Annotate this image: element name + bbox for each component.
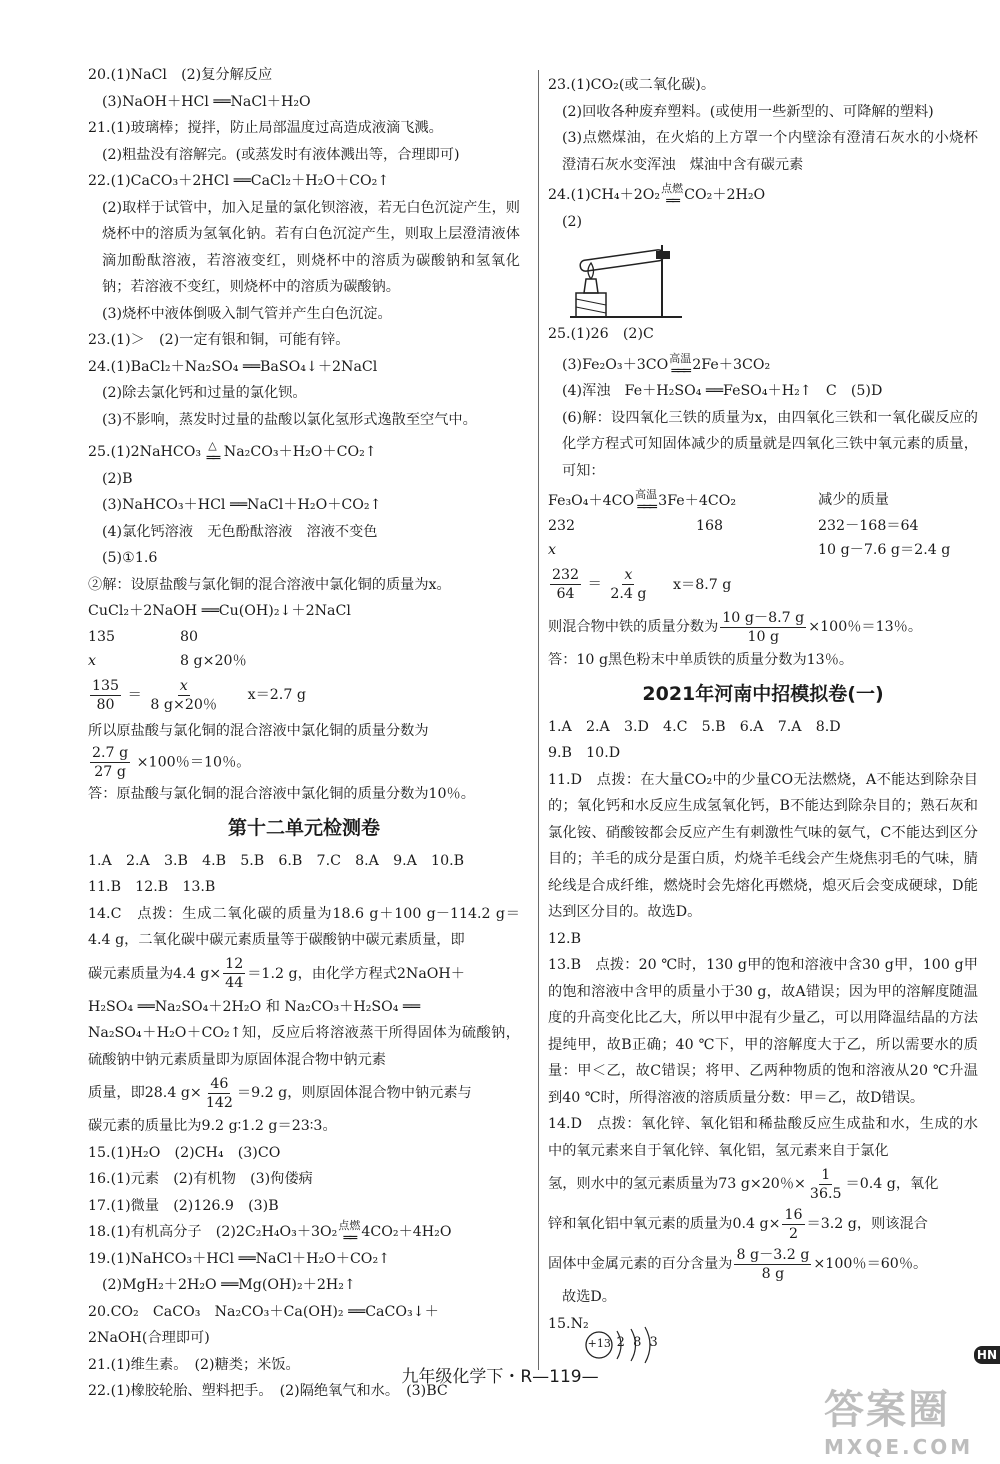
- r25-6: (6)解：设四氧化三铁的质量为x，由四氧化三铁和一氧化碳反应的化学方程式可知固体减少的质量就是四氧化三铁中氧元素的质量，可知：: [562, 409, 978, 479]
- r25-3: [548, 352, 978, 379]
- mass-232: 232: [548, 518, 576, 534]
- mock-q14-c: [548, 1204, 978, 1244]
- result-x: x＝2.7 g: [247, 687, 306, 703]
- mass-table-2: [548, 488, 978, 562]
- watermark: [824, 1378, 994, 1460]
- frac-den: 27 g: [94, 764, 126, 780]
- atom-shells: 2 8 3: [616, 1334, 660, 1350]
- mock-q12: 12.B: [548, 930, 581, 947]
- u20-b: 2NaOH(合理即可): [88, 1330, 210, 1346]
- fraction-27: [90, 744, 130, 781]
- frac-den: 64: [556, 586, 575, 602]
- q14-b2: ＝0.4 g，氧化: [845, 1176, 939, 1192]
- frac-num: x: [624, 567, 633, 583]
- unit12-choices-2: 11.B 12.B 13.B: [88, 879, 216, 895]
- u14-b2: ＝1.2 g，由化学方程式2NaOH＋: [247, 965, 465, 982]
- mass-80: 80: [180, 628, 199, 645]
- fe3o4-eq-left: [548, 488, 818, 514]
- mass-64: 232－168＝64: [818, 518, 919, 534]
- mock-q14-d: [548, 1244, 978, 1284]
- condition-mark: 点燃: [661, 182, 684, 195]
- frac-den: 142: [205, 1094, 233, 1111]
- frac-num: 46: [210, 1075, 229, 1092]
- mass-8g: 8 g×20％: [180, 652, 247, 669]
- q14-b1: 氢，则水中的氢元素质量为73 g×20％×: [548, 1176, 806, 1192]
- equal-sign: ＝: [127, 687, 142, 703]
- q20-line2: (3)NaOH＋HCl ══NaCl＋H₂O: [102, 93, 311, 110]
- conc2-text: 则混合物中铁的质量分数为: [548, 619, 719, 635]
- condition-mark: 高温: [635, 488, 658, 501]
- conc2-result: ×100％＝13％。: [808, 619, 923, 635]
- frac-den: 80: [96, 696, 115, 713]
- heating-apparatus-icon: [562, 235, 692, 321]
- q25-condition: [207, 439, 219, 465]
- u14-text-b: [88, 954, 520, 994]
- u20-a: 20.CO₂ CaCO₃ Na₂CO₃＋Ca(OH)₂ ══CaCO₃↓＋: [88, 1303, 439, 1320]
- mock-q13: 13.B 点拨：20 ℃时，130 g甲的饱和溶液中含30 g甲，100 g甲的饱和溶液中含甲的质量小于30 g，故A错误；因为甲的溶解度随温度的升高变化比乙大，所以甲中混有少量乙，可以用降温结晶的方法提纯甲，故B正确；40 ℃下，甲的溶解度大于乙，所以需要水的质量：甲＜乙，故C错误；将甲、乙两种物质的饱和溶液从20 ℃升温到40 ℃时，所得溶液的溶质质量分数：甲＝乙，故D错误。: [548, 957, 978, 1106]
- frac-den: 44: [225, 975, 244, 991]
- q24-line3: (3)不影响，蒸发时过量的盐酸以氯化氢形式逸散至空气中。: [102, 411, 477, 428]
- equal-bar: ══: [343, 1231, 356, 1246]
- answer-2: 答：10 g黑色粉末中单质铁的质量分数为13％。: [548, 652, 854, 668]
- equal-bar: ═══: [671, 363, 690, 379]
- q25-eq-left: 25.(1)2NaHCO₃: [88, 444, 202, 460]
- u18-left: 18.(1)有机高分子 (2)2C₂H₄O₃＋3O₂: [88, 1224, 338, 1240]
- r25-3-condition: [669, 352, 691, 378]
- q14-c2: ＝3.2 g，则该混合: [806, 1216, 928, 1232]
- frac-den: 2: [789, 1225, 799, 1242]
- frac-num: 232: [552, 567, 580, 583]
- answer-1: 答：原盐酸与氯化铜的混合溶液中氯化铜的质量分数为10％。: [88, 786, 475, 802]
- q23-line: 23.(1)＞ (2)一定有银和铜，可能有锌。: [88, 332, 350, 348]
- mass-reduction-label: 减少的质量: [818, 492, 889, 508]
- condition-mark: 高温: [669, 351, 692, 365]
- q14-d1: 固体中金属元素的百分含量为: [548, 1256, 733, 1272]
- u17: 17.(1)微量 (2)126.9 (3)B: [88, 1197, 279, 1214]
- q24-line2: (2)除去氯化钙和过量的氯化钡。: [102, 385, 307, 401]
- conclusion-1: 所以原盐酸与氯化铜的混合溶液中氯化铜的质量分数为: [88, 722, 429, 739]
- u18: [88, 1219, 520, 1246]
- fraction-iron: [720, 609, 806, 646]
- q15-text: 15.N₂: [548, 1315, 589, 1332]
- q21-line2: (2)粗盐没有溶解完。(或蒸发时有液体溅出等，合理即可): [102, 146, 460, 163]
- eq2-right: 3Fe＋4CO₂: [658, 493, 737, 509]
- fraction-metal: [734, 1246, 811, 1283]
- u14-e1: 质量，即28.4 g×: [88, 1085, 202, 1101]
- fraction-46-142: [204, 1075, 235, 1112]
- atom-nucleus: +13: [587, 1336, 611, 1350]
- mock-q14-e: 故选D。: [562, 1289, 616, 1305]
- condition-mark: △: [208, 439, 217, 452]
- q25-line2: (2)B: [102, 470, 133, 487]
- fraction-232-64: [550, 566, 581, 603]
- q25-solution-intro: ②解：设原盐酸与氯化铜的混合溶液中氯化铜的质量为x。: [88, 576, 451, 593]
- r23-2: (2)回收各种废弃塑料。(或使用一些新型的、可降解的塑料): [562, 103, 934, 120]
- q25-line4: (4)氯化钙溶液 无色酚酞溶液 溶液不变色: [102, 523, 378, 540]
- frac-den: 36.5: [809, 1185, 842, 1202]
- percent-result: ×100％＝10％。: [136, 754, 251, 771]
- frac-num: 10 g－8.7 g: [722, 609, 805, 626]
- u14-text-e: [88, 1073, 520, 1113]
- q14-d2: ×100％＝60％。: [813, 1256, 928, 1272]
- q20-line1: 20.(1)NaCl (2)复分解反应: [88, 67, 273, 83]
- fraction-x-8g: [148, 677, 219, 714]
- r24-condition: [661, 182, 683, 208]
- q22-line3: (3)烧杯中液体倒吸入制气管并产生白色沉淀。: [102, 305, 392, 322]
- r24-left: 24.(1)CH₄＋2O₂: [548, 187, 661, 203]
- r24-2: (2): [562, 213, 583, 230]
- r23-1: 23.(1)CO₂(或二氧化碳)。: [548, 77, 716, 93]
- q25-line5: (5)①1.6: [102, 550, 158, 566]
- equal-bar: ══: [206, 451, 219, 466]
- fraction-16-2: [782, 1206, 804, 1243]
- watermark-url: MXQE.COM: [824, 1435, 974, 1459]
- r25-4: (4)浑浊 Fe＋H₂SO₄ ══FeSO₄＋H₂↑ C (5)D: [562, 383, 883, 399]
- u14-e2: ＝9.2 g，则原固体混合物中钠元素与: [236, 1085, 472, 1101]
- r24-1: [548, 182, 978, 209]
- frac-num: 1: [821, 1166, 831, 1183]
- mock-q14-b: [548, 1164, 978, 1204]
- fraction-135-80: [90, 677, 121, 714]
- q25-line3: (3)NaHCO₃＋HCl ══NaCl＋H₂O＋CO₂↑: [102, 497, 382, 513]
- r25-3-right: 2Fe＋3CO₂: [692, 356, 771, 373]
- region-badge: HN: [974, 1346, 1000, 1364]
- cucl2-equation: CuCl₂＋2NaOH ══Cu(OH)₂↓＋2NaCl: [88, 603, 351, 619]
- column-divider: [538, 70, 539, 1370]
- u19-1: 19.(1)NaHCO₃＋HCl ══NaCl＋H₂O＋CO₂↑: [88, 1250, 391, 1267]
- q25-eq-right: Na₂CO₃＋H₂O＋CO₂↑: [223, 444, 377, 460]
- unit12-choices-1: 1.A 2.A 3.B 4.B 5.B 6.B 7.C 8.A 9.A 10.B: [88, 852, 465, 869]
- u18-condition: [338, 1219, 360, 1245]
- r24-right: CO₂＋2H₂O: [684, 187, 766, 203]
- fraction-1-36-5: [808, 1166, 844, 1203]
- frac-num: 8 g－3.2 g: [736, 1246, 810, 1263]
- q24-line1: 24.(1)BaCl₂＋Na₂SO₄ ══BaSO₄↓＋2NaCl: [88, 358, 378, 375]
- u16: 16.(1)元素 (2)有机物 (3)佝偻病: [88, 1171, 313, 1187]
- page-footer: 九年级化学下・R—119—: [401, 1367, 599, 1387]
- mock-q15: [548, 1311, 978, 1361]
- frac-num: 135: [92, 677, 120, 694]
- left-column: [88, 62, 520, 1405]
- result-x2: x＝8.7 g: [673, 576, 732, 593]
- unit12-title: 第十二单元检测卷: [227, 816, 380, 839]
- frac-den: 8 g: [761, 1265, 785, 1282]
- u15: 15.(1)H₂O (2)CH₄ (3)CO: [88, 1144, 281, 1161]
- u14-b1: 碳元素质量为4.4 g×: [88, 965, 222, 982]
- frac-den: 8 g×20％: [150, 696, 218, 713]
- eq2-condition: [635, 488, 657, 514]
- mass-2-4: 10 g－7.6 g＝2.4 g: [818, 542, 951, 558]
- u18-right: 4CO₂＋4H₂O: [361, 1224, 452, 1240]
- conclusion-2: [548, 607, 978, 647]
- equal-sign: ＝: [587, 576, 602, 593]
- mass-table-1: [88, 625, 520, 673]
- equal-bar: ═══: [637, 500, 655, 515]
- frac-den: 10 g: [747, 628, 780, 645]
- q25-line1: [88, 439, 520, 466]
- fraction-x-2-4: [608, 566, 648, 603]
- mock-choices-1: 1.A 2.A 3.D 4.C 5.B 6.A 7.A 8.D: [548, 718, 841, 735]
- u14-text-a: 14.C 点拨：生成二氧化碳的质量为18.6 g＋100 g－114.2 g＝4.4 g，二氧化碳中碳元素质量等于碳酸钠中碳元素质量，即: [88, 905, 520, 948]
- conclusion-1-calc: [88, 744, 520, 781]
- mock-choices-2: 9.B 10.D: [548, 745, 621, 761]
- frac-num: 2.7 g: [92, 745, 129, 761]
- mass-x2: x: [548, 542, 557, 558]
- q21-line1: 21.(1)玻璃棒；搅拌，防止局部温度过高造成液滴飞溅。: [88, 120, 443, 136]
- mock-q11: 11.D 点拨：在大量CO₂中的少量CO无法燃烧，A不能达到除杂目的；氧化钙和水反应生成氢氧化钙，B不能达到除杂目的；熟石灰和氯化铵、硝酸铵都会反应产生有刺激性气味的氨气，C不能达到区分目的；羊毛的成分是蛋白质，灼烧羊毛线会产生烧焦羽毛的气味，腈纶线是合成纤维，燃烧时会先熔化再燃烧，熄灭后会变成硬球，D能达到区分目的。故选D。: [548, 771, 978, 920]
- proportion-1: [88, 677, 520, 714]
- condition-mark: 点燃: [338, 1219, 361, 1232]
- q22-paragraph: (2)取样于试管中，加入足量的氯化钡溶液，若无白色沉淀产生，则烧杯中的溶质为氢氧化钠。若有白色沉淀产生，则取上层澄清液体滴加酚酞溶液，若溶液变红，则烧杯中的溶质为碳酸钠和氢氧化钠；若溶液不变红，则烧杯中的溶质为碳酸钠。: [102, 199, 520, 295]
- u14-text-c: H₂SO₄ ══Na₂SO₄＋2H₂O 和 Na₂CO₃＋H₂SO₄ ══: [88, 998, 421, 1015]
- q22-line1: 22.(1)CaCO₃＋2HCl ══CaCl₂＋H₂O＋CO₂↑: [88, 173, 390, 189]
- frac-num: 16: [784, 1206, 803, 1223]
- frac-num: 12: [225, 956, 244, 972]
- frac-num: x: [179, 677, 188, 694]
- eq2-left: Fe₃O₄＋4CO: [548, 493, 635, 509]
- mass-168: 168: [696, 518, 724, 534]
- proportion-2: [548, 566, 978, 603]
- q14-c1: 锌和氧化铝中氧元素的质量为0.4 g×: [548, 1216, 781, 1232]
- frac-den: 2.4 g: [610, 586, 647, 602]
- mock-q14-a: 14.D 点拨：氧化锌、氧化铝和稀盐酸反应生成盐和水，生成的水中的氧元素来自于氧化锌、氧化铝，氢元素来自于氯化: [548, 1116, 978, 1159]
- mock-exam-title: 2021年河南中招模拟卷(一): [642, 682, 884, 705]
- u14-text-d: Na₂SO₄＋H₂O＋CO₂↑知，反应后将溶液蒸干所得固体为硫酸钠，硫酸钠中钠元素质量即为原固体混合物中钠元素: [88, 1025, 520, 1068]
- u22: 22.(1)橡胶轮胎、塑料把手。 (2)隔绝氧气和水。 (3)BC: [88, 1383, 448, 1399]
- r25-1: 25.(1)26 (2)C: [548, 326, 654, 342]
- mass-135: 135: [88, 628, 116, 645]
- r25-3-left: (3)Fe₂O₃＋3CO: [562, 356, 669, 373]
- equal-bar: ══: [666, 194, 678, 209]
- fraction-12-44: [223, 955, 245, 992]
- u14-text-f: 碳元素的质量比为9.2 g∶1.2 g＝23∶3。: [88, 1118, 337, 1134]
- mass-x: x: [88, 652, 97, 669]
- apparatus-diagram: [562, 235, 978, 321]
- watermark-logo: 答案圈: [824, 1387, 950, 1433]
- r23-3: (3)点燃煤油，在火焰的上方罩一个内壁涂有澄清石灰水的小烧杯 澄清石灰水变浑浊 煤油中含有碳元素: [562, 130, 993, 173]
- u19-2: (2)MgH₂＋2H₂O ══Mg(OH)₂＋2H₂↑: [102, 1277, 356, 1293]
- u21: 21.(1)维生素。 (2)糖类；米饭。: [88, 1356, 300, 1373]
